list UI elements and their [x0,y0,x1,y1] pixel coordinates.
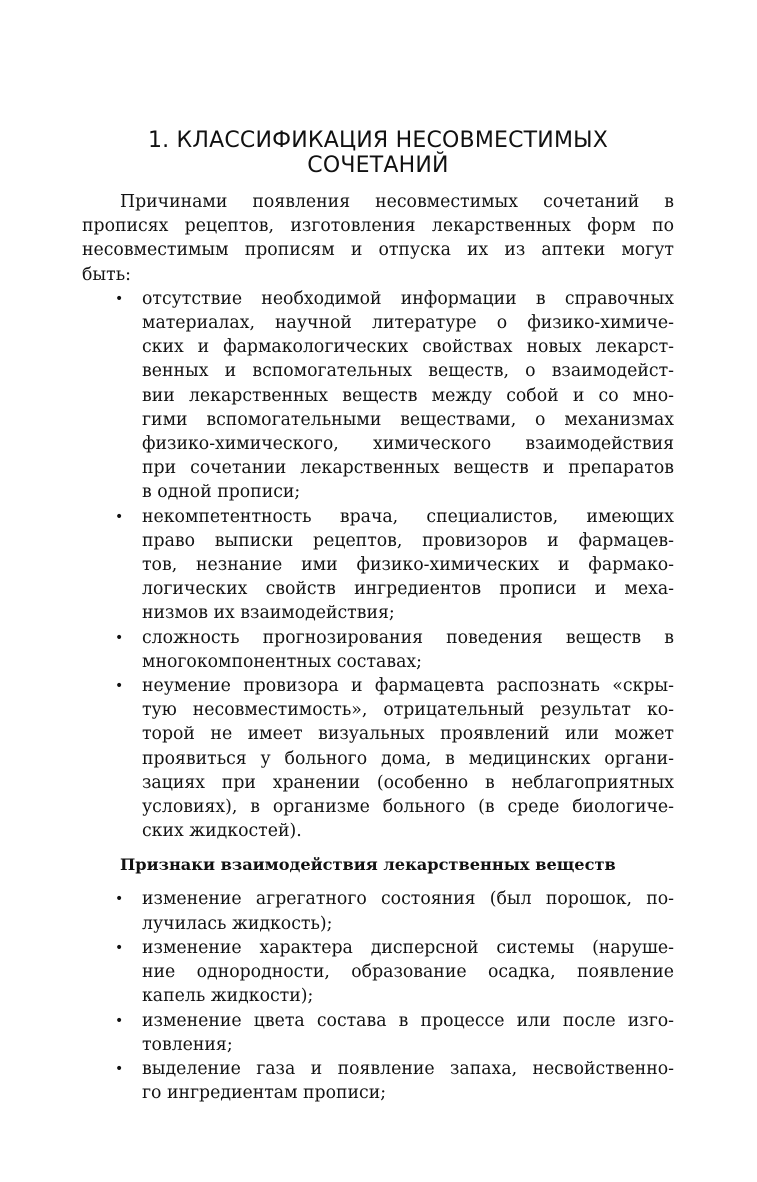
list-item-line: ние однородности, образование осадка, появление [142,962,674,983]
list-item-text [142,936,674,1009]
list-item-line: капель жидкости); [142,986,314,1007]
signs-list [82,887,674,1105]
bullet-icon: • [115,508,124,525]
list-item-text [142,674,674,843]
list-item-line: физико-химического, химического взаимодействия [142,434,674,455]
list-item [82,936,674,1009]
list-item-line: некомпетентность врача, специалистов, имеющих [142,506,674,527]
page-content [82,128,674,1105]
list-item-line: гими вспомогательными веществами, о механизмах [142,409,674,430]
list-item-line: тов, незнание ими физико-химических и фармако- [142,555,674,576]
reasons-list [82,287,674,844]
body-text [82,190,674,1105]
intro-line: прописях рецептов, изготовления лекарственных форм по [82,216,674,237]
list-item [82,1009,674,1057]
list-item-line: торой не имеет визуальных проявлений или может [142,724,674,745]
list-item-line: го ингредиентам прописи; [142,1083,387,1104]
intro-line: несовместимым прописям и отпуска их из аптеки могут [82,240,674,261]
list-item-line: изменение характера дисперсной системы (наруше- [142,937,674,958]
bullet-icon: • [115,290,124,307]
chapter-title [82,128,674,178]
list-item-line: условиях), в организме больного (в среде биологиче- [142,797,674,818]
list-item-line: выделение газа и появление запаха, несвойственно- [142,1058,674,1079]
list-item-text [142,887,674,935]
list-item-line: логических свойств ингредиентов прописи и меха- [142,579,674,600]
list-item-line: низмов их взаимодействия; [142,603,395,624]
list-item-line: ских жидкостей). [142,821,302,842]
list-item-line: в одной прописи; [142,482,301,503]
list-item [82,887,674,935]
chapter-title-line-1: 1. КЛАССИФИКАЦИЯ НЕСОВМЕСТИМЫХ [147,128,609,153]
list-item-text [142,626,674,674]
list-item-line: изменение агрегатного состояния (был порошок, по- [142,889,674,910]
list-item-line: неумение провизора и фармацевта распознать «скры- [142,676,674,697]
list-item-line: при сочетании лекарственных веществ и препаратов [142,458,674,479]
list-item-line: вии лекарственных веществ между собой и со мно- [142,385,674,406]
list-item-line: товления; [142,1034,233,1055]
bullet-icon: • [115,1012,124,1029]
list-item-line: право выписки рецептов, провизоров и фармацев- [142,530,674,551]
intro-line: быть: [82,264,131,285]
list-item-line: ских и фармакологических свойствах новых лекарст- [142,337,674,358]
bullet-icon: • [115,939,124,956]
list-item [82,626,674,674]
list-item-line: многокомпонентных составах; [142,651,422,672]
list-item-line: лучилась жидкость); [142,913,333,934]
list-item-text [142,505,674,626]
list-item-line: венных и вспомогательных веществ, о взаимодейст- [142,361,674,382]
list-item [82,1057,674,1105]
list-item-line: материалах, научной литературе о физико-химиче- [142,313,674,334]
intro-paragraph [82,190,674,287]
list-item-line: изменение цвета состава в процессе или после изго- [142,1010,674,1031]
list-item-line: сложность прогнозирования поведения веществ в [142,627,674,648]
list-item-line: проявиться у больного дома, в медицинских органи- [142,748,674,769]
list-item-text [142,1057,674,1105]
bullet-icon: • [115,678,124,695]
chapter-title-line-2: СОЧЕТАНИЙ [307,153,449,178]
list-item-line: отсутствие необходимой информации в справочных [142,288,674,309]
list-item-text [142,287,674,505]
section-subheading: Признаки взаимодействия лекарственных веществ [120,855,616,875]
list-item-line: зациях при хранении (особенно в неблагоприятных [142,772,674,793]
list-item [82,287,674,505]
bullet-icon: • [115,1060,124,1077]
list-item-text [142,1009,674,1057]
list-item-line: тую несовместимость», отрицательный результат ко- [142,700,674,721]
list-item [82,505,674,626]
bullet-icon: • [115,891,124,908]
list-item [82,674,674,843]
intro-line: Причинами появления несовместимых сочетаний в [120,192,674,212]
bullet-icon: • [115,629,124,646]
